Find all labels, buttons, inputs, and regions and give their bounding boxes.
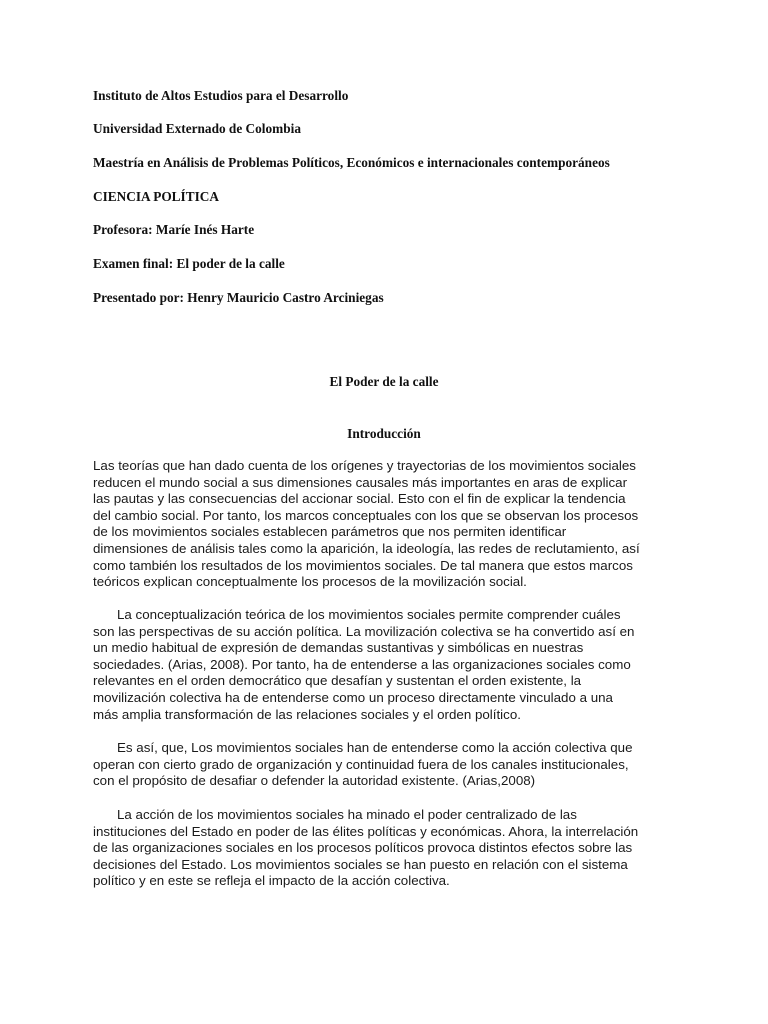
institute-name: Instituto de Altos Estudios para el Desarrollo (93, 88, 349, 103)
paragraph-line: Las teorías que han dado cuenta de los orígenes y trayectorias de los movimientos sociales (93, 458, 636, 473)
paragraph-line: del cambio social. Por tanto, los marcos conceptuales con los que se observan los procesos (93, 507, 639, 523)
paragraph-line: son las perspectivas de su acción política. La movilización colectiva se ha convertido así en (93, 623, 635, 639)
paragraph-line: de los movimientos sociales establecen parámetros que nos permiten identificar (93, 524, 567, 540)
course-name: CIENCIA POLÍTICA (93, 189, 219, 204)
paragraph-line: de las organizaciones sociales en los procesos políticos provoca distintos efectos sobre las (93, 840, 633, 856)
paragraph-2 (93, 607, 683, 723)
document-title: El Poder de la calle (329, 374, 439, 389)
university-name: Universidad Externado de Colombia (93, 121, 301, 136)
paragraph-line: político y en este se refleja el impacto de la acción colectiva. (93, 873, 450, 889)
section-heading: Introducción (347, 426, 421, 441)
paragraph-line: Es así, que, Los movimientos sociales han de entenderse como la acción colectiva que (117, 740, 633, 755)
paragraph-line: las pautas y las consecuencias del accionar social. Esto con el fin de explicar la tendencia (93, 491, 626, 507)
paragraph-line: instituciones del Estado en poder de las élites políticas y económicas. Ahora, la interrelación (93, 823, 639, 839)
paragraph-line: sociedades. (Arias, 2008). Por tanto, ha de entenderse a las organizaciones sociales como (93, 656, 631, 672)
paragraph-line: decisiones del Estado. Los movimientos sociales se han puesto en relación con el sistema (93, 856, 628, 872)
paragraph-line: con el propósito de desafiar o defender la autoridad existente. (Arias,2008) (93, 773, 536, 789)
paragraph-line: operan con cierto grado de organización y continuidad fuera de los canales institucionales, (93, 756, 629, 772)
paragraph-line: La acción de los movimientos sociales ha minado el poder centralizado de las (117, 807, 577, 822)
paragraph-line: La conceptualización teórica de los movimientos sociales permite comprender cuáles (117, 607, 621, 622)
paragraph-line: relevantes en el orden democrático que desafían y sustentan el orden existente, la (93, 673, 582, 689)
paragraph-line: un medio habitual de expresión de demandas sustantivas y simbólicas en nuestras (93, 640, 584, 656)
paragraph-line: teóricos explican conceptualmente los procesos de la movilización social. (93, 574, 527, 590)
paragraph-line: como también los resultados de los movimientos sociales. De tal manera que estos marcos (93, 557, 633, 573)
paragraph-1 (93, 458, 683, 591)
program-name: Maestría en Análisis de Problemas Políticos, Económicos e internacionales contemporáneos (93, 155, 610, 170)
exam-line: Examen final: El poder de la calle (93, 256, 285, 271)
professor-line: Profesora: Maríe Inés Harte (93, 222, 255, 237)
paragraph-line: dimensiones de análisis tales como la aparición, la ideología, las redes de reclutamiento, así (93, 540, 640, 556)
paragraph-line: reducen el mundo social a sus dimensiones causales más importantes en aras de explicar (93, 474, 628, 490)
presenter-line: Presentado por: Henry Mauricio Castro Arciniegas (93, 290, 384, 305)
paragraph-4 (93, 807, 683, 890)
paragraph-line: más amplia transformación de las relaciones sociales y el orden político. (93, 706, 521, 722)
paragraph-3 (93, 740, 683, 790)
paragraph-line: movilización colectiva ha de entenderse como un proceso directamente vinculado a una (93, 689, 613, 705)
